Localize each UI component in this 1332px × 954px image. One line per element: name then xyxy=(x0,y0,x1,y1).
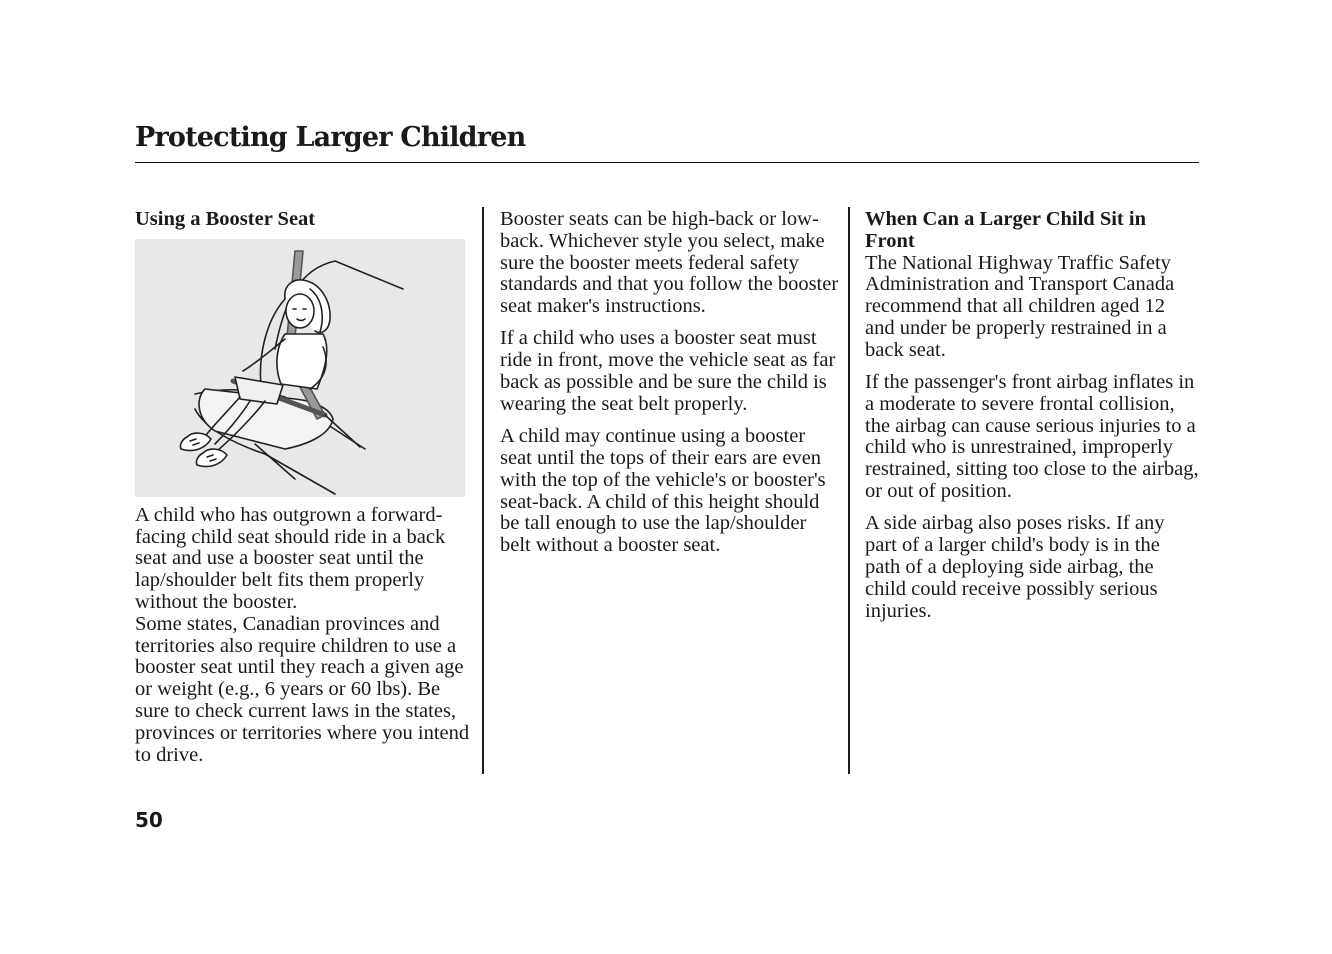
booster-types-para-1: Booster seats can be high-back or low-back. Whichever style you select, make sure the booster meets federal safety standards and that you follow the booster seat maker's instructions. xyxy=(500,208,839,318)
front-para-2: If the passenger's front airbag inflates in a moderate to severe frontal collision, the airbag can cause serious injuries to a child who is unrestrained, improperly restrained, sitting too close to the airbag, or out of position. xyxy=(865,371,1199,503)
section-heading-booster-seat: Using a Booster Seat xyxy=(135,208,316,230)
section-heading-sit-in-front: When Can a Larger Child Sit in Front xyxy=(865,208,1146,252)
page-title: Protecting Larger Children xyxy=(135,122,526,153)
booster-para-1: A child who has outgrown a forward-facing child seat should ride in a back seat and use a booster seat until the lap/shoulder belt fits them properly without the booster. xyxy=(135,503,446,613)
column-booster-types xyxy=(500,209,840,567)
booster-types-para-2: If a child who uses a booster seat must ride in front, move the vehicle seat as far back as possible and be sure the child is wearing the seat belt properly. xyxy=(500,327,836,415)
column-booster-seat xyxy=(135,209,473,777)
booster-para-2: Some states, Canadian provinces and territories also require children to use a booster seat until they reach a given age or weight (e.g., 6 years or 60 lbs). Be sure to check current laws in the states, provinces or territories where you intend to drive. xyxy=(135,612,470,766)
column-sit-in-front xyxy=(865,209,1199,633)
page-number: 50 xyxy=(135,808,163,832)
front-para-1: The National Highway Traffic Safety Administration and Transport Canada recommend that all children aged 12 and under be properly restrained in a back seat. xyxy=(865,251,1175,361)
title-rule xyxy=(135,162,1199,163)
child-in-booster-seat-illustration xyxy=(135,239,465,497)
front-para-3: A side airbag also poses risks. If any part of a larger child's body is in the path of a deploying side airbag, the child could receive possibly serious injuries. xyxy=(865,512,1165,622)
booster-types-para-3: A child may continue using a booster seat until the tops of their ears are even with the top of the vehicle's or booster's seat-back. A child of this height should be tall enough to use the lap/shoulder belt without a booster seat. xyxy=(500,425,826,557)
column-divider-2 xyxy=(848,207,850,774)
column-divider-1 xyxy=(482,207,484,774)
